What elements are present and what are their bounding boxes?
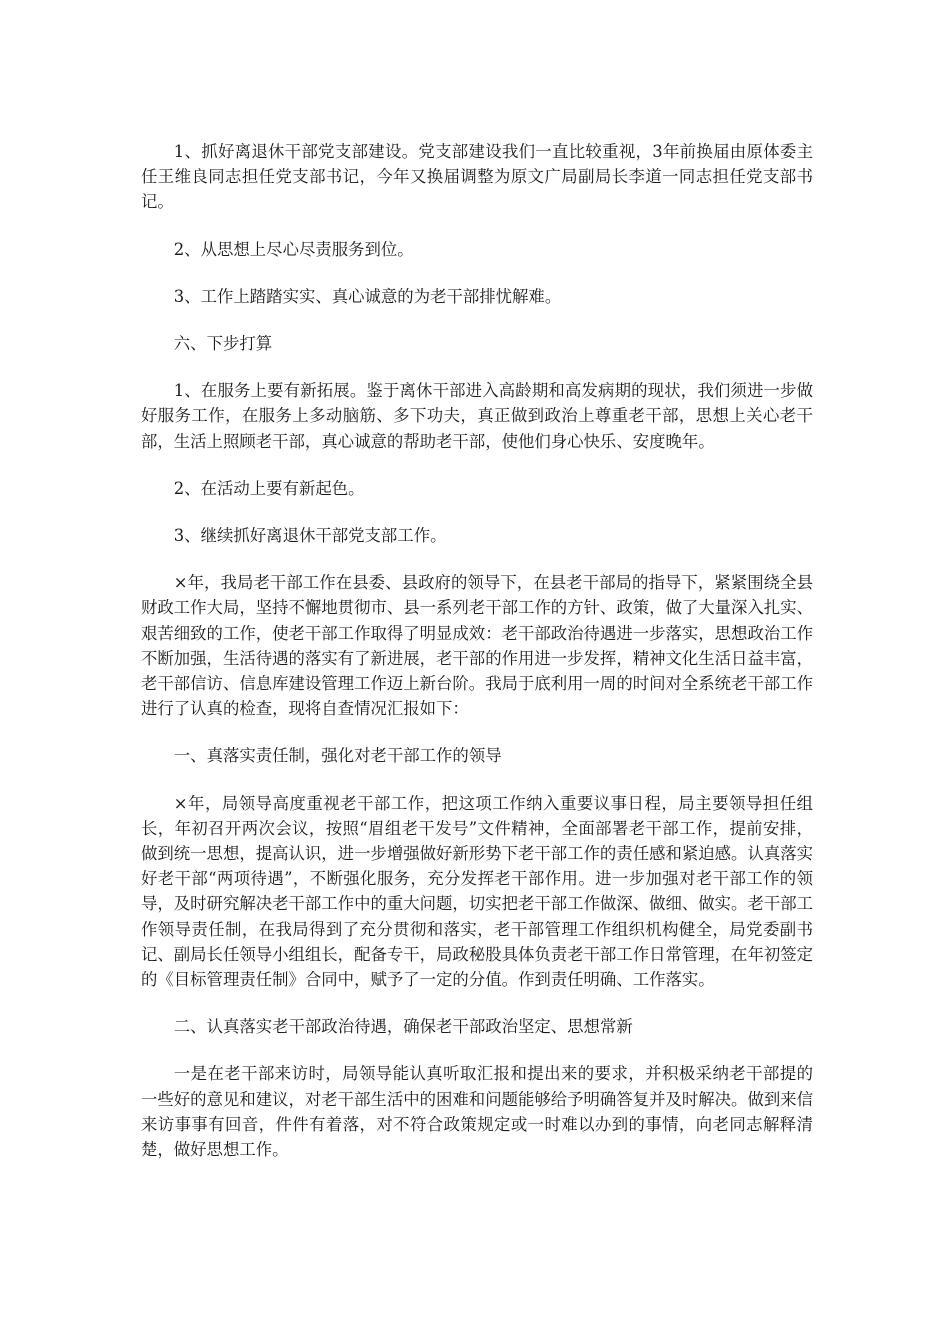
paragraph-service-expansion: 1、在服务上要有新拓展。鉴于离休干部进入高龄期和高发病期的现状，我们须进一步做好服务工作，在服务上多动脑筋、多下功夫，真正做到政治上尊重老干部，思想上关心老干部，生活上照顾老干部，真心诚意的帮助老干部，使他们身心快乐、安度晚年。 <box>141 381 813 451</box>
paragraph-activities: 2、在活动上要有新起色。 <box>173 478 365 498</box>
paragraph-solve-problems: 3、工作上踏踏实实、真心诚意的为老干部排忧解难。 <box>173 286 562 306</box>
paragraph-party-branch: 1、抓好离退休干部党支部建设。党支部建设我们一直比较重视，3年前换届由原体委主任王维良同志担任党支部书记，今年又换届调整为原文广局副局长李道一同志担任党支部书记。 <box>141 142 813 212</box>
paragraph-visits: 一是在老干部来访时，局领导能认真听取汇报和提出来的要求，并积极采纳老干部提的一些好的意见和建议，对老干部生活中的困难和问题能够给予明确答复并及时解决。做到来信来访事事有回音，件件有着落，对不符合政策规定或一时难以办到的事情，向老同志解释清楚，做好思想工作。 <box>141 1064 814 1160</box>
section-heading-next-steps: 六、下步打算 <box>173 334 273 354</box>
section-heading-responsibility: 一、真落实责任制，强化对老干部工作的领导 <box>173 746 502 766</box>
paragraph-leadership: ×年，局领导高度重视老干部工作，把这项工作纳入重要议事日程，局主要领导担任组长，年初召开两次会议，按照“眉组老干发号”文件精神，全面部署老干部工作，提前安排，做到统一思想，提高认识，进一步增强做好新形势下老干部工作的责任感和紧迫感。认真落实好老干部“两项待遇”，不断强化服务，充分发挥老干部作用。进一步加强对老干部工作的领导，及时研究解决老干部工作中的重大问题，切实把老干部工作做深、做细、做实。老干部工作领导责任制，在我局得到了充分贯彻和落实，老干部管理工作组织机构健全，局党委副书记、副局长任领导小组组长，配备专干，局政秘股具体负责老干部工作日常管理，在年初签定的《目标管理责任制》合同中，赋予了一定的分值。作到责任明确、工作落实。 <box>141 793 814 990</box>
section-heading-political-treatment: 二、认真落实老干部政治待遇，确保老干部政治坚定、思想常新 <box>173 1017 633 1037</box>
paragraph-continue-branch-work: 3、继续抓好离退休干部党支部工作。 <box>173 526 447 546</box>
document-body <box>141 139 813 1184</box>
paragraph-service-in-place: 2、从思想上尽心尽责服务到位。 <box>173 239 414 259</box>
paragraph-annual-summary: ×年，我局老干部工作在县委、县政府的领导下，在县老干部局的指导下，紧紧围绕全县财政工作大局，坚持不懈地贯彻市、县一系列老干部工作的方针、政策，做了大量深入扎实、艰苦细致的工作，使老干部工作取得了明显成效：老干部政治待遇进一步落实，思想政治工作不断加强，生活待遇的落实有了新进展，老干部的作用进一步发挥，精神文化生活日益丰富，老干部信访、信息库建设管理工作迈上新台阶。我局于底利用一周的时间对全系统老干部工作进行了认真的检查，现将自查情况汇报如下： <box>141 573 814 719</box>
